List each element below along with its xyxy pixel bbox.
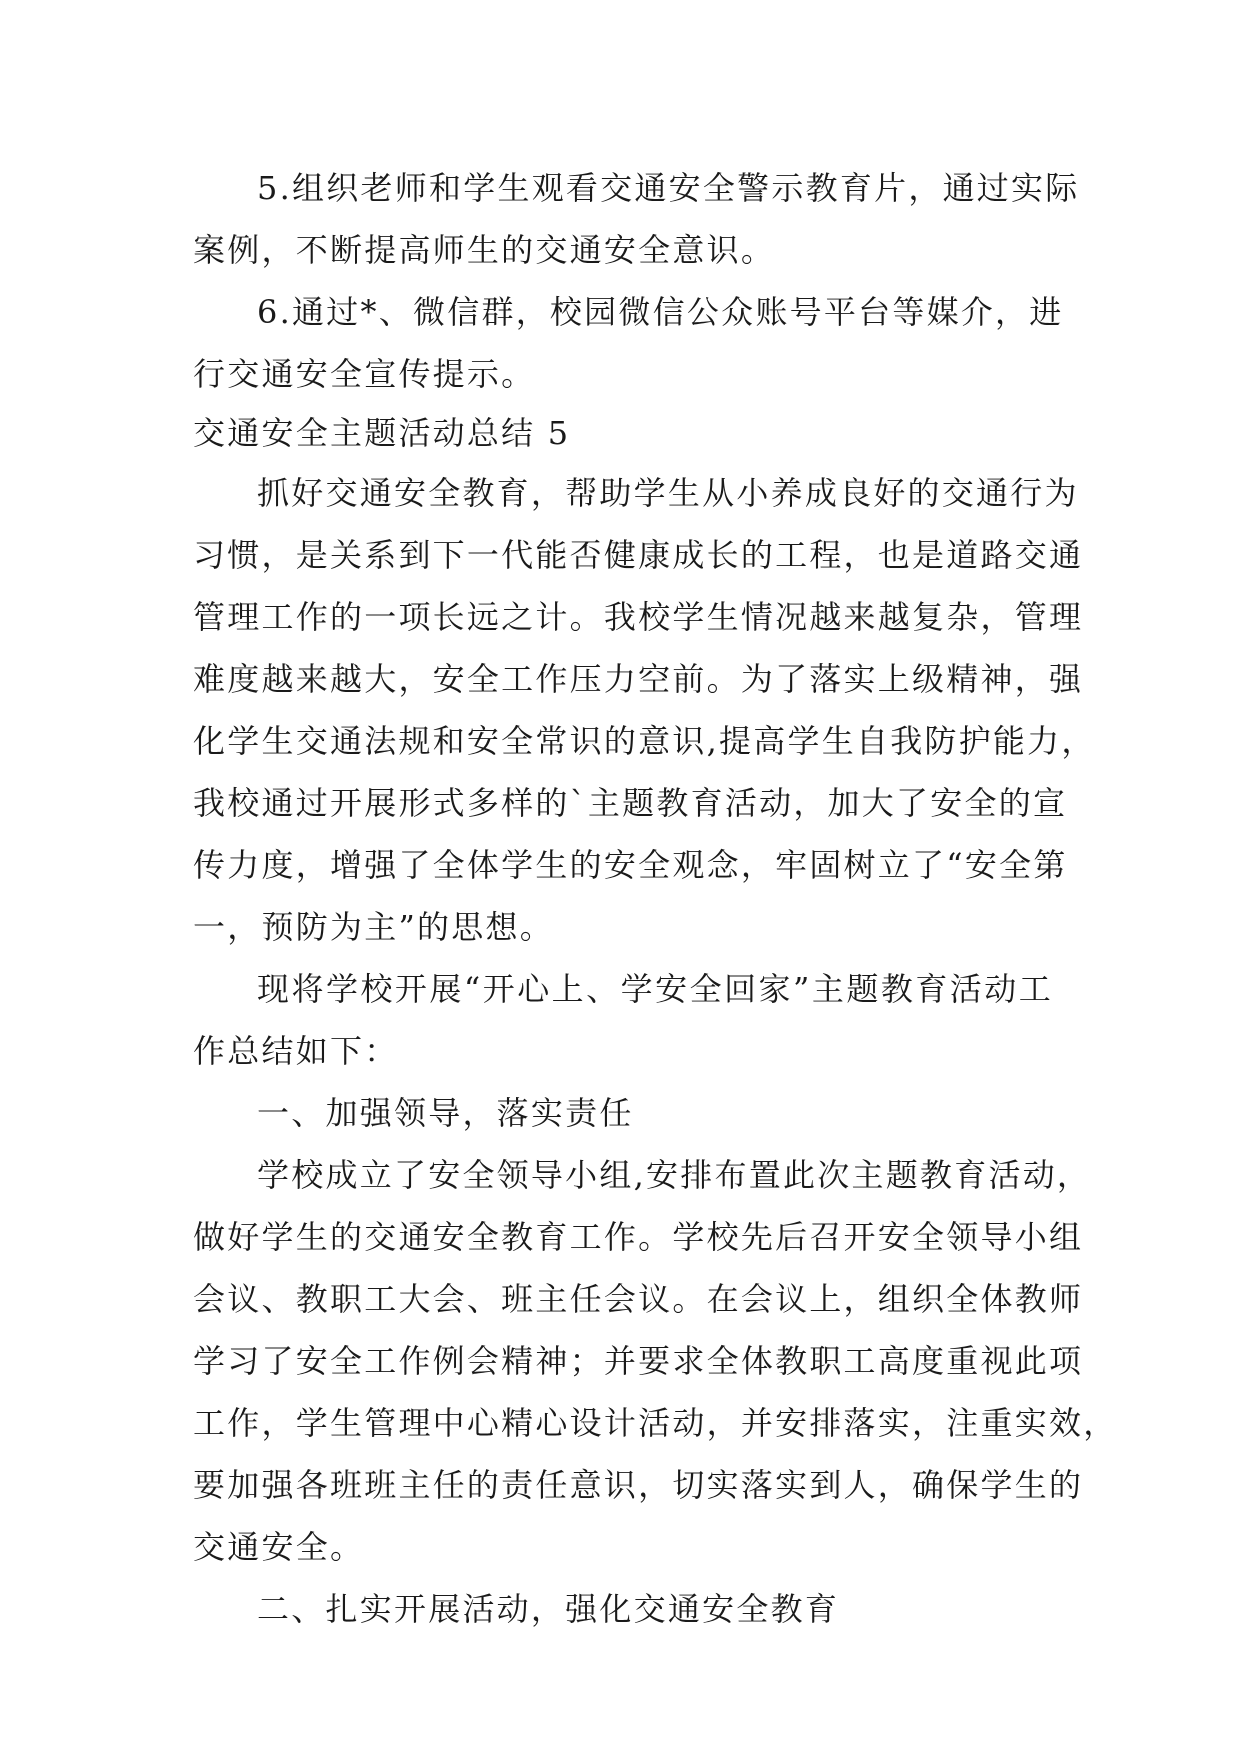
paragraph-line: 管理工作的一项长远之计。我校学生情况越来越复杂，管理	[193, 598, 1084, 636]
paragraph-line: 做好学生的交通安全教育工作。学校先后召开安全领导小组	[193, 1218, 1084, 1256]
subheading: 二、扎实开展活动，强化交通安全教育	[257, 1590, 840, 1628]
subheading: 一、加强领导，落实责任	[257, 1094, 634, 1132]
paragraph-line: 一，预防为主”的思想。	[193, 908, 554, 946]
paragraph-line: 5.组织老师和学生观看交通安全警示教育片，通过实际	[257, 169, 1080, 207]
paragraph-line: 工作，学生管理中心精心设计活动，并安排落实，注重实效，	[193, 1404, 1118, 1442]
paragraph-line: 作总结如下：	[193, 1032, 399, 1070]
paragraph-line: 学习了安全工作例会精神；并要求全体教职工高度重视此项	[193, 1342, 1084, 1380]
paragraph-line: 传力度，增强了全体学生的安全观念，牢固树立了“安全第	[193, 846, 1068, 884]
paragraph-line: 要加强各班班主任的责任意识，切实落实到人，确保学生的	[193, 1466, 1084, 1504]
paragraph-line: 我校通过开展形式多样的`主题教育活动，加大了安全的宣	[193, 784, 1068, 822]
paragraph-line: 难度越来越大，安全工作压力空前。为了落实上级精神，强	[193, 660, 1084, 698]
paragraph-line: 案例，不断提高师生的交通安全意识。	[193, 231, 776, 269]
paragraph-line: 行交通安全宣传提示。	[193, 355, 536, 393]
paragraph-line: 会议、教职工大会、班主任会议。在会议上，组织全体教师	[193, 1280, 1084, 1318]
paragraph-line: 6.通过*、微信群，校园微信公众账号平台等媒介，进	[257, 293, 1064, 331]
paragraph-line: 交通安全。	[193, 1528, 365, 1566]
paragraph-line: 学校成立了安全领导小组,安排布置此次主题教育活动，	[257, 1156, 1092, 1194]
section-heading: 交通安全主题活动总结 5	[193, 414, 571, 452]
paragraph-line: 抓好交通安全教育，帮助学生从小养成良好的交通行为	[257, 474, 1079, 512]
paragraph-line: 化学生交通法规和安全常识的意识,提高学生自我防护能力，	[193, 722, 1096, 760]
paragraph-line: 习惯，是关系到下一代能否健康成长的工程，也是道路交通	[193, 536, 1084, 574]
paragraph-line: 现将学校开展“开心上、学安全回家”主题教育活动工	[257, 970, 1053, 1008]
